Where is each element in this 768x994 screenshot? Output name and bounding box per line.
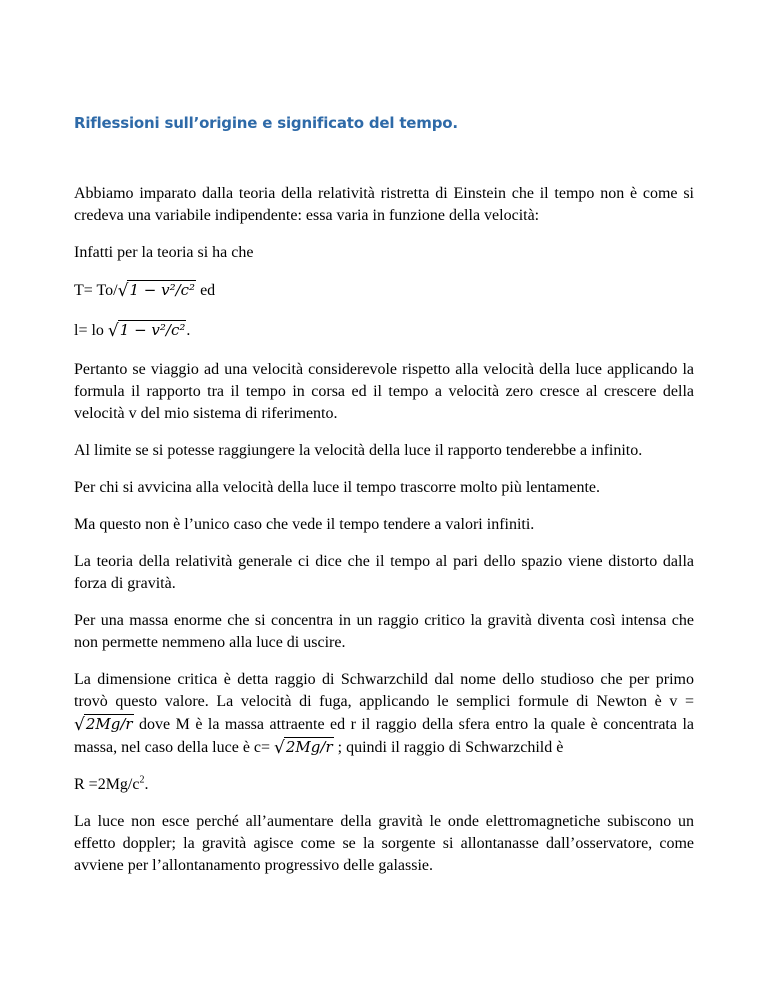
paragraph-relativity-intro: Abbiamo imparato dalla teoria della relatività ristretta di Einstein che il tempo non è come si credeva una variabile indipendente: essa varia in funzione della velocità: (74, 185, 694, 224)
paragraph-general-relativity: La teoria della relatività generale ci dice che il tempo al pari dello spazio viene distorto dalla forza di gravità. (74, 553, 694, 592)
schwarzschild-text-3: ; quindi il raggio di Schwarzchild è (333, 739, 564, 756)
paragraph-limit: Al limite se si potesse raggiungere la velocità della luce il rapporto tenderebbe a infinito. (74, 442, 643, 459)
radius-formula-exponent: 2 (139, 774, 145, 786)
paragraph-doppler: La luce non esce perché all’aumentare della gravità le onde elettromagnetiche subiscono un effetto doppler; la gravità agisce come se la sorgente si allontanasse dall’osservatore, come avviene per l’allontanamento progressivo delle galassie. (74, 813, 694, 874)
paragraph-schwarzschild (74, 669, 694, 759)
formula-schwarzschild-radius (74, 774, 694, 796)
sqrt-light-radicand: 2Mg/r (285, 738, 333, 756)
paragraph-not-only-case: Ma questo non è l’unico caso che vede il tempo tendere a valori infiniti. (74, 516, 535, 533)
formula-time-suffix: ed (196, 282, 216, 299)
formula-length-suffix: . (186, 322, 191, 339)
formula-time-dilation (74, 279, 694, 302)
schwarzschild-text-2: dove M è la massa attraente ed r il raggio della sfera entro la quale è concentrata la massa, nel caso della luce è c= (74, 716, 694, 756)
radius-formula-text: R =2Mg/c (74, 776, 140, 793)
paragraph-theory: Infatti per la teoria si ha che (74, 244, 254, 261)
schwarzschild-text-1: La dimensione critica è detta raggio di Schwarzchild dal nome dello studioso che per primo trovò questo valore. La velocità di fuga, applicando le semplici formule di Newton è v = (74, 671, 694, 710)
document-body (74, 183, 694, 892)
sqrt-length: √1 − v²/c² (107, 321, 186, 341)
formula-time-prefix: T= To/ (74, 282, 118, 299)
sqrt-escape-velocity: √2Mg/r (74, 715, 133, 735)
paragraph-massive-body: Per una massa enorme che si concentra in un raggio critico la gravità diventa così intensa che non permette nemmeno alla luce di uscire. (74, 612, 694, 651)
sqrt-time-radicand: 1 − v²/c² (129, 281, 196, 299)
formula-length-contraction (74, 319, 694, 342)
sqrt-time: √1 − v²/c² (117, 281, 196, 301)
paragraph-velocity-ratio: Pertanto se viaggio ad una velocità considerevole rispetto alla velocità della luce applicando la formula il rapporto tra il tempo in corsa ed il tempo a velocità zero cresce al crescere della velocità v del mio sistema di riferimento. (74, 361, 694, 422)
radius-formula-end: . (144, 776, 149, 793)
document-title: Riflessioni sull’origine e significato del tempo. (74, 114, 458, 132)
sqrt-length-radicand: 1 − v²/c² (119, 321, 186, 339)
paragraph-slow-time: Per chi si avvicina alla velocità della luce il tempo trascorre molto più lentamente. (74, 479, 601, 496)
sqrt-escape-radicand: 2Mg/r (85, 715, 133, 733)
sqrt-light-velocity: √2Mg/r (274, 738, 333, 758)
formula-length-prefix: l= lo (74, 322, 108, 339)
